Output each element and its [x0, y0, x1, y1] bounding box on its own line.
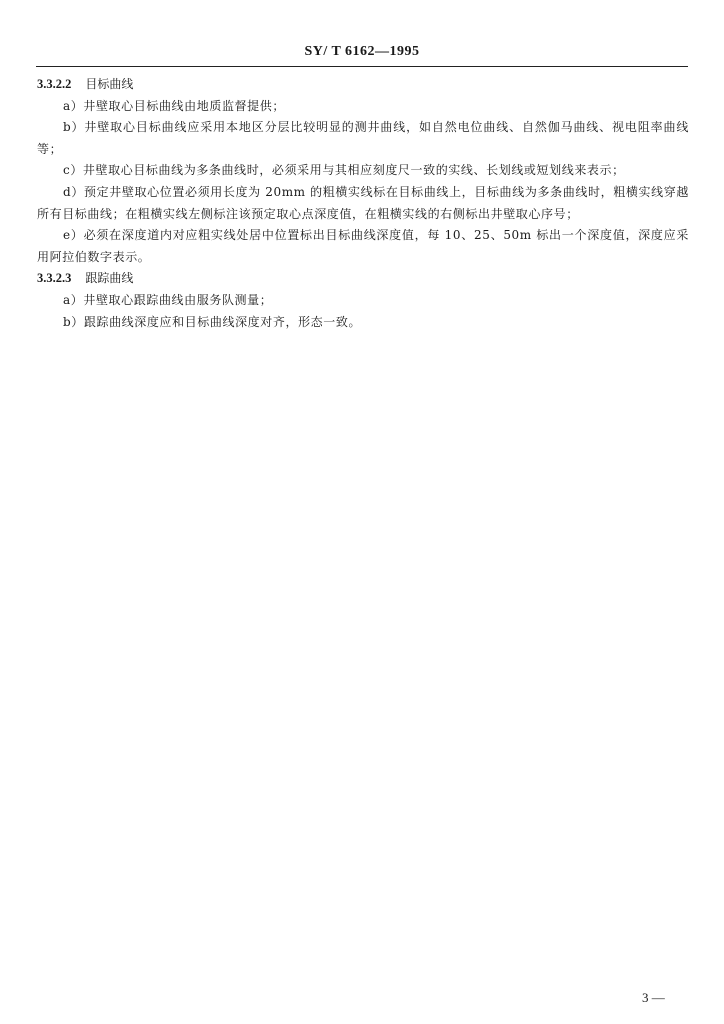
- section-title: 目标曲线: [85, 77, 134, 91]
- paragraph-item: c）井壁取心目标曲线为多条曲线时，必须采用与其相应刻度尺一致的实线、长划线或短划线来表示；: [63, 163, 625, 178]
- paragraph-item: a）井壁取心跟踪曲线由服务队测量；: [63, 292, 273, 307]
- paragraph-item: b）井壁取心目标曲线应采用本地区分层比较明显的测井曲线，如自然电位曲线、自然伽马曲线、视电阻率曲线等；: [37, 120, 689, 156]
- document-body: [37, 74, 689, 333]
- paragraph-item: a）井壁取心目标曲线由地质监督提供；: [63, 98, 285, 113]
- header-rule: [36, 66, 688, 67]
- section-heading-3-3-2-3: [37, 268, 689, 290]
- section-heading-3-3-2-2: [37, 74, 689, 96]
- standard-code-header: SY/ T 6162—1995: [304, 44, 420, 59]
- section-number: 3.3.2.2: [37, 77, 72, 91]
- paragraph-item: e）必须在深度道内对应粗实线处居中位置标出目标曲线深度值，每 10、25、50m 标出一个深度值，深度应采用阿拉伯数字表示。: [37, 228, 689, 264]
- page-number: 3 —: [642, 990, 665, 1005]
- section-title: 跟踪曲线: [85, 271, 134, 286]
- paragraph-item: b）跟踪曲线深度应和目标曲线深度对齐，形态一致。: [63, 314, 362, 329]
- section-number: 3.3.2.3: [37, 271, 72, 286]
- paragraph-item: d）预定井壁取心位置必须用长度为 20mm 的粗横实线标在目标曲线上，目标曲线为多条曲线时，粗横实线穿越所有目标曲线；在粗横实线左侧标注该预定取心点深度值，在粗横实线的右侧标出井壁取心序号；: [37, 184, 689, 221]
